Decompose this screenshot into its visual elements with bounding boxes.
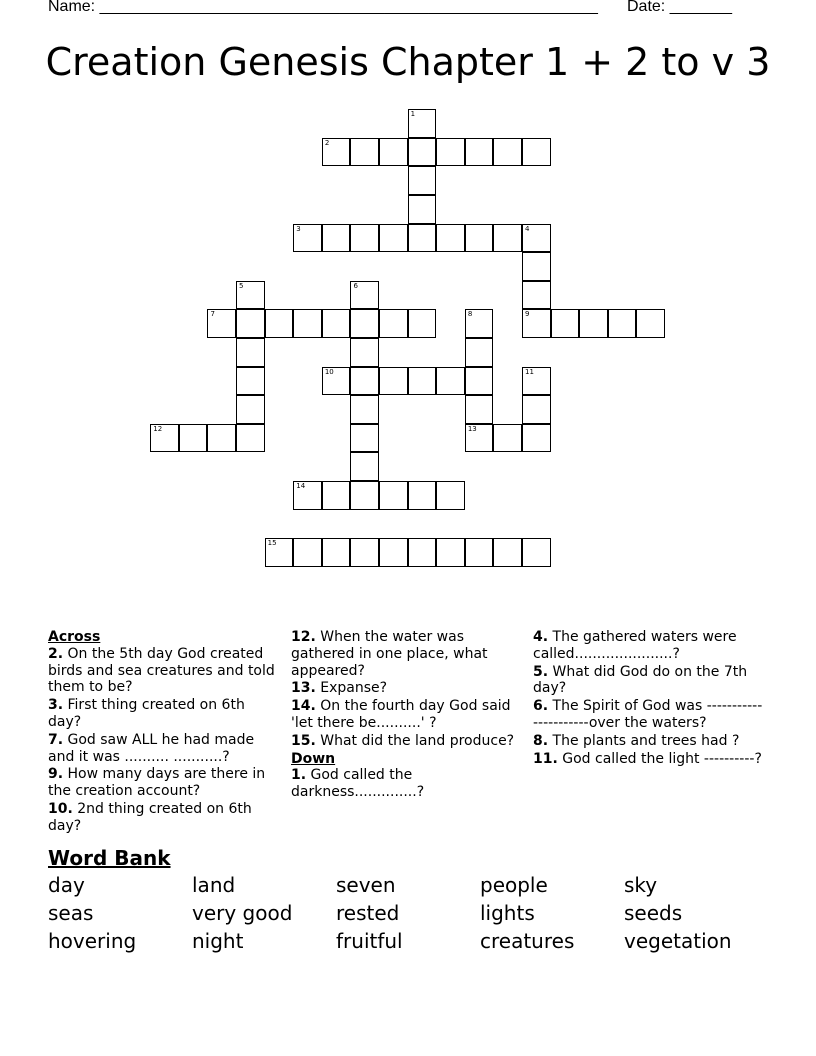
word-bank-item: seas <box>48 901 94 925</box>
crossword-cell[interactable] <box>436 481 465 510</box>
cell-number: 1 <box>410 110 416 119</box>
crossword-cell[interactable] <box>465 395 494 424</box>
clue <box>291 698 523 732</box>
word-bank-item: lights <box>480 901 535 925</box>
clue <box>533 629 765 663</box>
crossword-cell[interactable] <box>350 424 379 453</box>
crossword-cell[interactable] <box>465 138 494 167</box>
clue-text: Expanse? <box>315 680 388 697</box>
clue-number: 9. <box>48 766 64 783</box>
crossword-cell[interactable] <box>465 224 494 253</box>
crossword-cell[interactable] <box>379 138 408 167</box>
crossword-cell[interactable] <box>408 138 437 167</box>
clue <box>291 680 523 697</box>
crossword-cell[interactable] <box>436 367 465 396</box>
crossword-cell[interactable] <box>322 309 351 338</box>
clue-number: 10. <box>48 800 73 817</box>
word-bank-item: people <box>480 873 548 897</box>
clue <box>533 733 765 750</box>
crossword-cell[interactable] <box>493 224 522 253</box>
word-bank-item: day <box>48 873 85 897</box>
crossword-cell[interactable] <box>207 424 236 453</box>
crossword-cell[interactable] <box>350 538 379 567</box>
clue-text: When the water was gathered in one place, what appeared? <box>291 629 488 679</box>
crossword-cell[interactable] <box>350 309 379 338</box>
crossword-cell[interactable] <box>408 224 437 253</box>
cell-number: 6 <box>353 281 358 290</box>
crossword-cell[interactable] <box>579 309 608 338</box>
crossword-cell[interactable] <box>350 338 379 367</box>
word-bank-item: night <box>192 929 244 953</box>
crossword-cell[interactable] <box>322 538 351 567</box>
crossword-cell[interactable] <box>436 538 465 567</box>
clue-number: 11. <box>533 750 558 767</box>
crossword-cell[interactable] <box>350 367 379 396</box>
crossword-cell[interactable] <box>522 424 551 453</box>
clue-text: The Spirit of God was ----------------------over the waters? <box>533 698 763 731</box>
clue <box>48 646 280 696</box>
word-bank-item: very good <box>192 901 293 925</box>
clue <box>48 766 280 800</box>
crossword-cell[interactable] <box>522 538 551 567</box>
crossword-cell[interactable] <box>522 309 551 338</box>
word-bank-item: rested <box>336 901 400 925</box>
crossword-cell[interactable] <box>408 367 437 396</box>
crossword-cell[interactable] <box>236 367 265 396</box>
clue <box>48 801 280 835</box>
cell-number: 9 <box>525 310 530 319</box>
crossword-cell[interactable] <box>379 367 408 396</box>
clue <box>291 733 523 750</box>
crossword-cell[interactable] <box>522 138 551 167</box>
crossword-cell[interactable] <box>493 538 522 567</box>
crossword-cell[interactable] <box>379 538 408 567</box>
word-bank-title: Word Bank <box>48 846 171 870</box>
clue-text: God called the light ----------? <box>557 750 762 767</box>
across-heading: Across <box>48 629 101 645</box>
clue-text: God called the darkness..............? <box>291 767 425 801</box>
clues-column-3 <box>533 629 765 768</box>
cell-number: 2 <box>324 138 330 147</box>
clue-text: 2nd thing created on 6th day? <box>48 800 252 834</box>
crossword-cell[interactable] <box>322 367 351 396</box>
crossword-cell[interactable] <box>551 309 580 338</box>
clue-number: 3. <box>48 697 64 714</box>
cell-number: 11 <box>525 367 534 376</box>
clue-number: 7. <box>48 731 64 748</box>
crossword-cell[interactable] <box>293 481 322 510</box>
clue <box>291 629 523 679</box>
clue-number: 14. <box>291 698 316 715</box>
clue-number: 12. <box>291 629 316 645</box>
word-bank-item: seven <box>336 873 396 897</box>
crossword-cell[interactable] <box>293 538 322 567</box>
clue <box>48 732 280 766</box>
cell-number: 14 <box>296 482 306 491</box>
crossword-cell[interactable] <box>379 481 408 510</box>
clue-text: First thing created on 6th day? <box>48 697 245 730</box>
clue-number: 13. <box>291 680 316 697</box>
clue-number: 6. <box>533 698 549 715</box>
cell-number: 7 <box>210 310 215 319</box>
crossword-cell[interactable] <box>408 481 437 510</box>
crossword-cell[interactable] <box>236 309 265 338</box>
crossword-cell[interactable] <box>265 309 294 338</box>
crossword-cell[interactable] <box>522 224 551 253</box>
page-title: Creation Genesis Chapter 1 + 2 to v 3 <box>45 40 771 84</box>
crossword-cell[interactable] <box>493 424 522 453</box>
word-bank-item: seeds <box>624 901 683 925</box>
crossword-cell[interactable] <box>436 138 465 167</box>
clue-text: How many days are there in the creation account? <box>48 766 266 800</box>
crossword-cell[interactable] <box>522 252 551 281</box>
crossword-cell[interactable] <box>522 281 551 310</box>
crossword-cell[interactable] <box>350 395 379 424</box>
name-field: Name: ________________________________________________________ <box>48 0 598 15</box>
cell-number: 4 <box>525 224 530 233</box>
crossword-cell[interactable] <box>379 309 408 338</box>
clues-column-2 <box>291 629 523 802</box>
crossword-cell[interactable] <box>465 367 494 396</box>
crossword-cell[interactable] <box>350 224 379 253</box>
clue-number: 8. <box>533 732 549 749</box>
clues-column-1 <box>48 629 280 836</box>
crossword-cell[interactable] <box>350 481 379 510</box>
clue <box>533 698 765 732</box>
crossword-cell[interactable] <box>436 224 465 253</box>
word-bank-item: sky <box>624 873 658 897</box>
crossword-cell[interactable] <box>236 338 265 367</box>
crossword-cell[interactable] <box>265 538 294 567</box>
crossword-cell[interactable] <box>350 281 379 310</box>
cell-number: 13 <box>467 424 477 433</box>
word-bank-item: fruitful <box>336 929 403 953</box>
clue <box>533 751 765 768</box>
crossword-cell[interactable] <box>465 538 494 567</box>
word-bank-item: creatures <box>480 929 575 953</box>
crossword-cell[interactable] <box>522 367 551 396</box>
cell-number: 3 <box>296 224 301 233</box>
clue-text: On the fourth day God said 'let there be..........' ? <box>291 698 511 731</box>
cell-number: 5 <box>239 281 244 290</box>
crossword-cell[interactable] <box>293 309 322 338</box>
crossword-cell[interactable] <box>322 224 351 253</box>
crossword-cell[interactable] <box>236 424 265 453</box>
word-bank-item: vegetation <box>624 929 732 953</box>
clue-text: What did God do on the 7th day? <box>533 663 748 697</box>
crossword-cell[interactable] <box>236 395 265 424</box>
clue <box>533 664 765 698</box>
clue-number: 4. <box>533 629 549 645</box>
clue <box>48 697 280 731</box>
crossword-cell[interactable] <box>465 309 494 338</box>
cell-number: 8 <box>467 310 473 319</box>
clue-text: The plants and trees had ? <box>548 732 740 749</box>
crossword-cell[interactable] <box>636 309 665 338</box>
date-field: Date: _______ <box>627 0 732 15</box>
clue-text: On the 5th day God created birds and sea creatures and told them to be? <box>48 645 275 696</box>
clue-number: 15. <box>291 732 316 749</box>
crossword-cell[interactable] <box>293 224 322 253</box>
clue-text: What did the land produce? <box>315 732 515 749</box>
clue-number: 1. <box>291 767 307 784</box>
crossword-cell[interactable] <box>350 452 379 481</box>
clue <box>291 767 523 801</box>
crossword-cell[interactable] <box>408 109 437 138</box>
down-heading: Down <box>291 750 336 767</box>
crossword-cell[interactable] <box>179 424 208 453</box>
crossword-cell[interactable] <box>408 309 437 338</box>
crossword-cell[interactable] <box>408 195 437 224</box>
crossword-cell[interactable] <box>236 281 265 310</box>
crossword-cell[interactable] <box>207 309 236 338</box>
clue-text: The gathered waters were called......................? <box>533 629 737 662</box>
crossword-cell[interactable] <box>322 481 351 510</box>
crossword-cell[interactable] <box>379 224 408 253</box>
crossword-cell[interactable] <box>522 395 551 424</box>
crossword-cell[interactable] <box>322 138 351 167</box>
crossword-cell[interactable] <box>493 138 522 167</box>
clue-text: God saw ALL he had made and it was .......... ...........? <box>48 731 255 765</box>
clue-number: 2. <box>48 645 64 662</box>
crossword-cell[interactable] <box>408 538 437 567</box>
crossword-cell[interactable] <box>150 424 179 453</box>
cell-number: 15 <box>267 539 277 548</box>
cell-number: 10 <box>324 367 334 376</box>
crossword-cell[interactable] <box>608 309 637 338</box>
crossword-cell[interactable] <box>408 166 437 195</box>
crossword-cell[interactable] <box>465 424 494 453</box>
crossword-cell[interactable] <box>465 338 494 367</box>
word-bank-item: land <box>192 873 236 897</box>
crossword-cell[interactable] <box>350 138 379 167</box>
clue-number: 5. <box>533 663 549 680</box>
cell-number: 12 <box>153 424 163 433</box>
word-bank-item: hovering <box>48 929 137 953</box>
